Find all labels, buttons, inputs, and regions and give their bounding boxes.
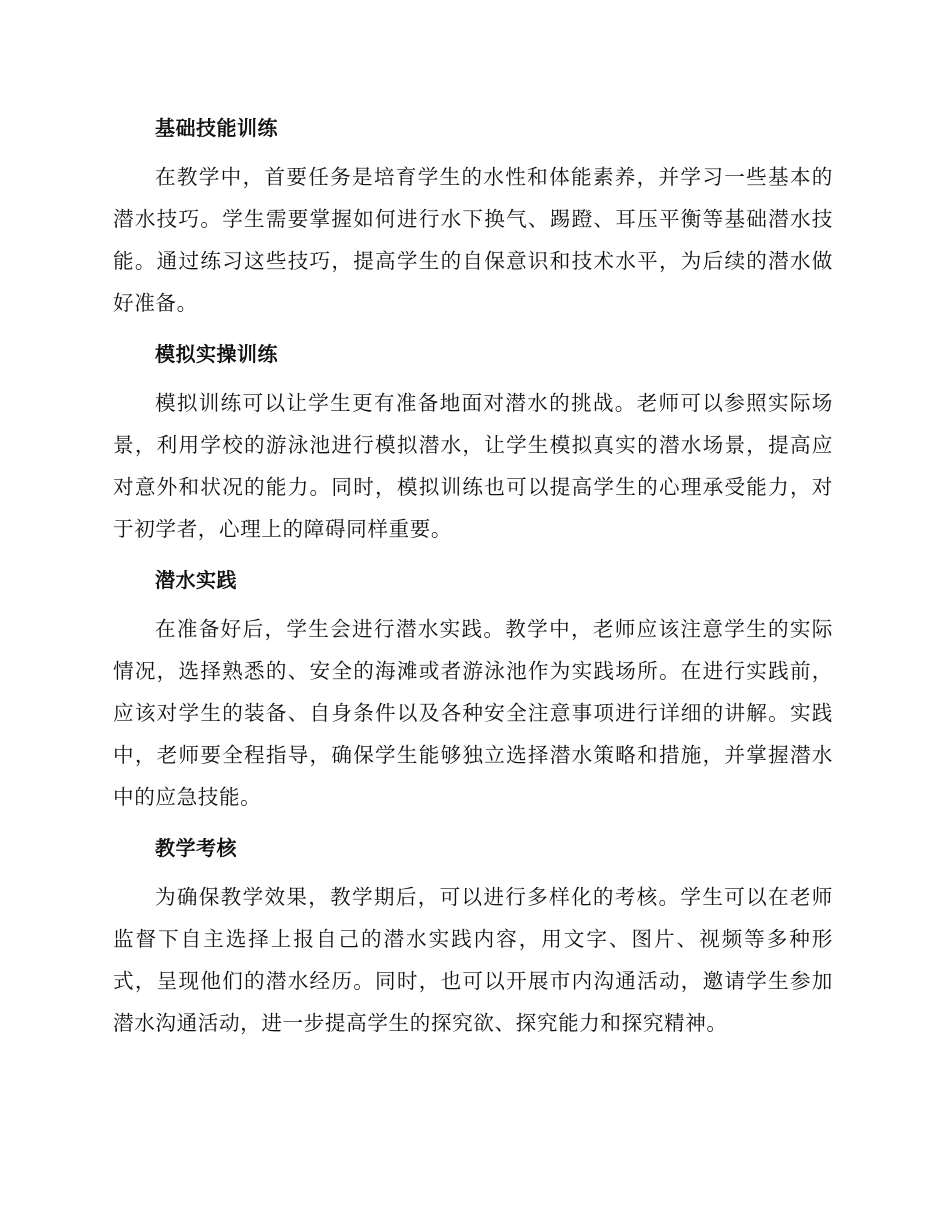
- section-heading-practice: 潜水实践: [155, 568, 237, 592]
- section-paragraph-basic-skills: 在教学中，首要任务是培育学生的水性和体能素养，并学习一些基本的潜水技巧。学生需要掌握如何进行水下换气、踢蹬、耳压平衡等基础潜水技能。通过练习这些技巧，提高学生的自保意识和技术水平，为后续的潜水做好准备。: [113, 165, 833, 315]
- document-body: [113, 108, 833, 1054]
- section-paragraph-simulation: 模拟训练可以让学生更有准备地面对潜水的挑战。老师可以参照实际场景，利用学校的游泳池进行模拟潜水，让学生模拟真实的潜水场景，提高应对意外和状况的能力。同时，模拟训练也可以提高学生的心理承受能力，对于初学者，心理上的障碍同样重要。: [113, 391, 833, 541]
- section-paragraph-practice: 在准备好后，学生会进行潜水实践。教学中，老师应该注意学生的实际情况，选择熟悉的、安全的海滩或者游泳池作为实践场所。在进行实践前，应该对学生的装备、自身条件以及各种安全注意事项进行详细的讲解。实践中，老师要全程指导，确保学生能够独立选择潜水策略和措施，并掌握潜水中的应急技能。: [113, 617, 833, 809]
- section-heading-simulation: 模拟实操训练: [155, 342, 278, 366]
- section-paragraph-assessment: 为确保教学效果，教学期后，可以进行多样化的考核。学生可以在老师监督下自主选择上报自己的潜水实践内容，用文字、图片、视频等多种形式，呈现他们的潜水经历。同时，也可以开展市内沟通活动，邀请学生参加潜水沟通活动，进一步提高学生的探究欲、探究能力和探究精神。: [113, 885, 833, 1035]
- section-heading-assessment: 教学考核: [155, 836, 237, 860]
- section-heading-basic-skills: 基础技能训练: [155, 116, 278, 140]
